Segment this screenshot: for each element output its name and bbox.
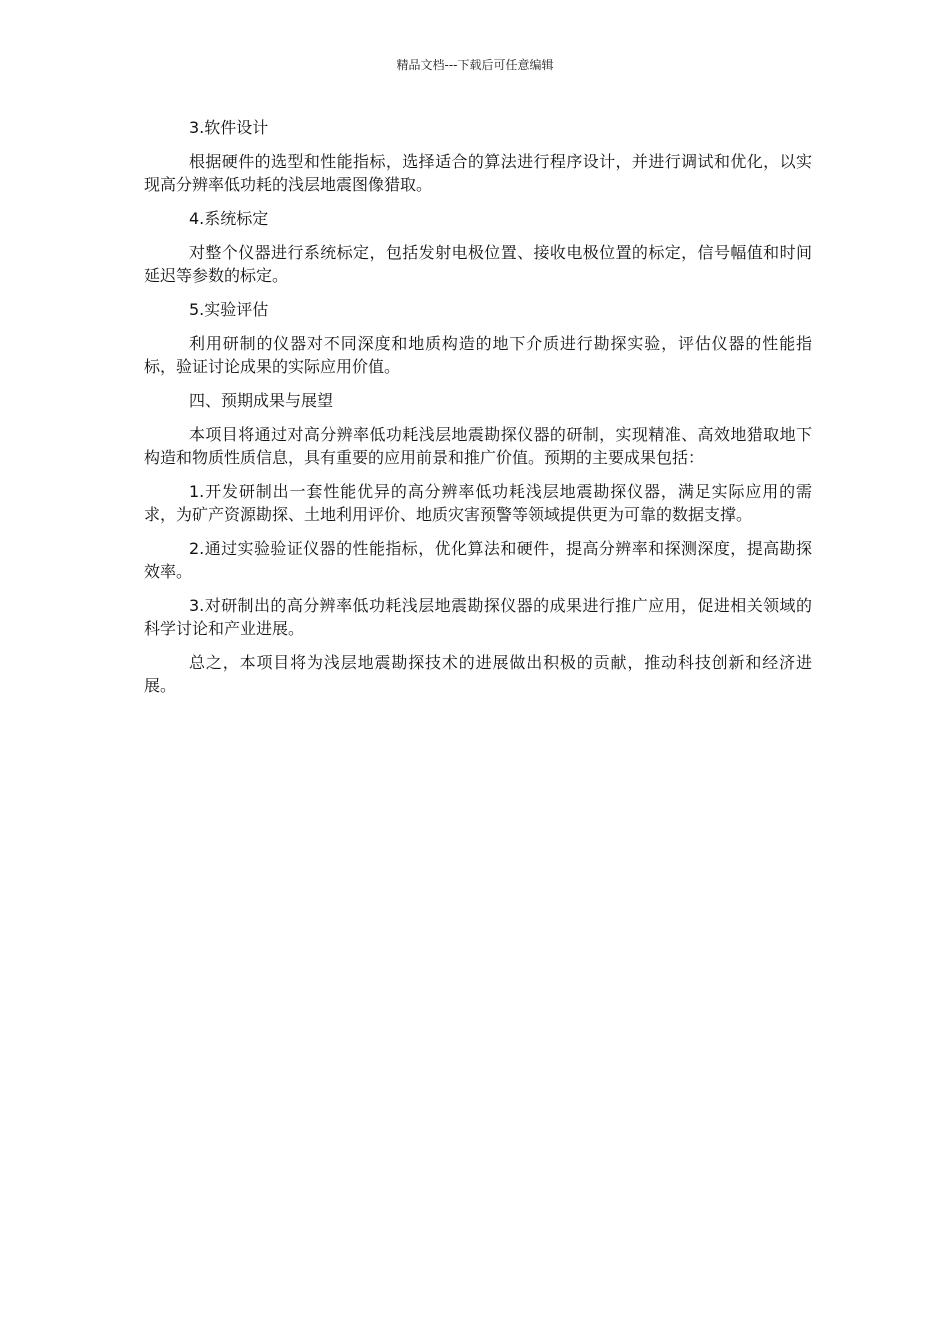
list-item-result-3: 3.对研制出的高分辨率低功耗浅层地震勘探仪器的成果进行推广应用，促进相关领域的科学讨论和产业进展。 — [144, 596, 812, 638]
section-heading-experiment-evaluation: 5.实验评估 — [189, 300, 269, 319]
paragraph-conclusion: 总之，本项目将为浅层地震勘探技术的进展做出积极的贡献，推动科技创新和经济进展。 — [144, 653, 812, 695]
page-header: 精品文档---下载后可任意编辑 — [396, 58, 554, 72]
document-body — [144, 116, 812, 708]
section-heading-system-calibration: 4.系统标定 — [189, 209, 269, 228]
paragraph-software-design: 根据硬件的选型和性能指标，选择适合的算法进行程序设计，并进行调试和优化，以实现高分辨率低功耗的浅层地震图像猎取。 — [144, 152, 812, 194]
paragraph-system-calibration: 对整个仪器进行系统标定，包括发射电极位置、接收电极位置的标定，信号幅值和时间延迟等参数的标定。 — [144, 243, 812, 285]
section-heading-expected-results: 四、预期成果与展望 — [189, 391, 334, 410]
section-heading-software-design: 3.软件设计 — [189, 118, 269, 137]
list-item-result-2: 2.通过实验验证仪器的性能指标，优化算法和硬件，提高分辨率和探测深度，提高勘探效率。 — [144, 539, 812, 581]
paragraph-experiment-evaluation: 利用研制的仪器对不同深度和地质构造的地下介质进行勘探实验，评估仪器的性能指标，验证讨论成果的实际应用价值。 — [144, 334, 812, 376]
paragraph-expected-results-intro: 本项目将通过对高分辨率低功耗浅层地震勘探仪器的研制，实现精准、高效地猎取地下构造和物质性质信息，具有重要的应用前景和推广价值。预期的主要成果包括： — [144, 425, 812, 467]
list-item-result-1: 1.开发研制出一套性能优异的高分辨率低功耗浅层地震勘探仪器，满足实际应用的需求，为矿产资源勘探、土地利用评价、地质灾害预警等领域提供更为可靠的数据支撑。 — [144, 482, 812, 524]
